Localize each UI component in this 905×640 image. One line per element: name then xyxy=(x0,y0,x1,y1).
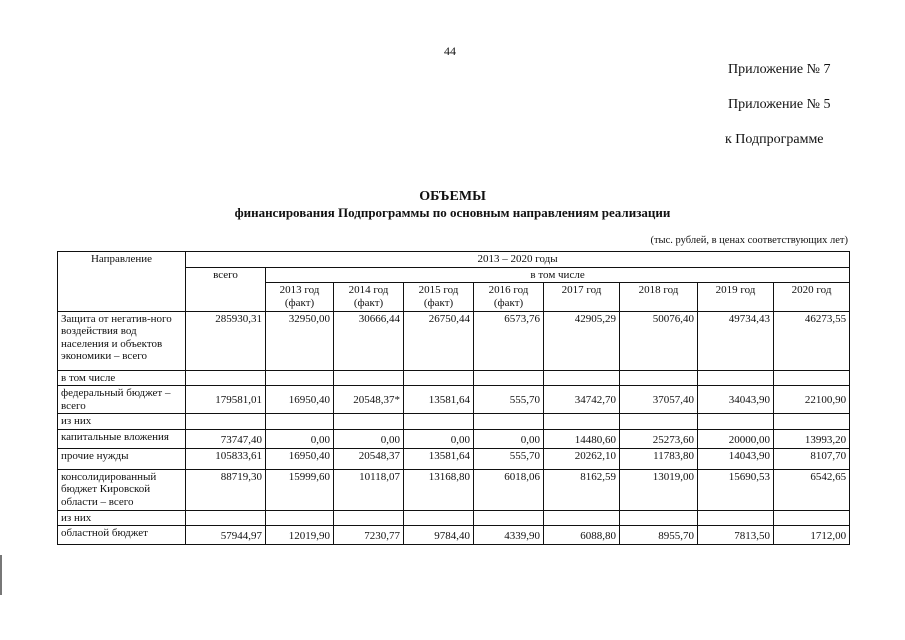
table-row xyxy=(58,526,850,545)
row-label: в том числе xyxy=(58,370,186,386)
cell-value: 0,00 xyxy=(266,430,334,449)
cell-value: 0,00 xyxy=(334,430,404,449)
header-year: 2013 год (факт) xyxy=(266,283,334,311)
scan-edge-mark xyxy=(0,555,2,595)
cell-value: 555,70 xyxy=(474,386,544,414)
cell-value: 16950,40 xyxy=(266,448,334,469)
header-year: 2015 год (факт) xyxy=(404,283,474,311)
header-including: в том числе xyxy=(266,267,850,283)
header-year: 2016 год (факт) xyxy=(474,283,544,311)
table-row xyxy=(58,510,850,526)
cell-value: 14043,90 xyxy=(698,448,774,469)
cell-value: 22100,90 xyxy=(774,386,850,414)
cell-value: 15999,60 xyxy=(266,469,334,510)
header-year: 2014 год (факт) xyxy=(334,283,404,311)
header-year: 2018 год xyxy=(620,283,698,311)
header-period: 2013 – 2020 годы xyxy=(186,252,850,268)
table-row xyxy=(58,469,850,510)
row-label: Защита от негатив-ного воздействия вод населения и объектов экономики – всего xyxy=(58,311,186,370)
cell-value: 20548,37* xyxy=(334,386,404,414)
cell-value: 555,70 xyxy=(474,448,544,469)
cell-value: 8162,59 xyxy=(544,469,620,510)
row-label: капитальные вложения xyxy=(58,430,186,449)
cell-value: 49734,43 xyxy=(698,311,774,370)
header-direction: Направление xyxy=(58,252,186,312)
header-total: всего xyxy=(186,267,266,311)
table-row xyxy=(58,414,850,430)
cell-value: 13581,64 xyxy=(404,448,474,469)
header-year: 2020 год xyxy=(774,283,850,311)
cell-value: 0,00 xyxy=(404,430,474,449)
table-row xyxy=(58,370,850,386)
cell-value: 42905,29 xyxy=(544,311,620,370)
cell-value: 285930,31 xyxy=(186,311,266,370)
table-row xyxy=(58,448,850,469)
appendix-7-label: Приложение № 7 xyxy=(728,62,831,77)
appendix-5-label: Приложение № 5 xyxy=(728,97,831,112)
cell-value: 12019,90 xyxy=(266,526,334,545)
row-label: федеральный бюджет – всего xyxy=(58,386,186,414)
cell-value: 34043,90 xyxy=(698,386,774,414)
cell-value: 179581,01 xyxy=(186,386,266,414)
cell-value: 0,00 xyxy=(474,430,544,449)
cell-value: 6542,65 xyxy=(774,469,850,510)
cell-value: 7230,77 xyxy=(334,526,404,545)
cell-value: 4339,90 xyxy=(474,526,544,545)
header-year: 2017 год xyxy=(544,283,620,311)
cell-value: 73747,40 xyxy=(186,430,266,449)
header-year: 2019 год xyxy=(698,283,774,311)
cell-value: 15690,53 xyxy=(698,469,774,510)
document-title: ОБЪЕМЫ xyxy=(419,189,486,204)
cell-value: 13993,20 xyxy=(774,430,850,449)
cell-value: 20548,37 xyxy=(334,448,404,469)
subprogram-reference: к Подпрограмме xyxy=(725,132,824,147)
cell-value: 46273,55 xyxy=(774,311,850,370)
financing-table xyxy=(57,251,850,545)
cell-value: 7813,50 xyxy=(698,526,774,545)
cell-value: 13168,80 xyxy=(404,469,474,510)
units-note: (тыс. рублей, в ценах соответствующих лет) xyxy=(650,235,848,246)
cell-value: 6573,76 xyxy=(474,311,544,370)
row-label: из них xyxy=(58,510,186,526)
cell-value: 30666,44 xyxy=(334,311,404,370)
cell-value: 88719,30 xyxy=(186,469,266,510)
document-subtitle: финансирования Подпрограммы по основным направлениям реализации xyxy=(234,205,671,220)
cell-value: 11783,80 xyxy=(620,448,698,469)
cell-value: 10118,07 xyxy=(334,469,404,510)
table-row xyxy=(58,311,850,370)
cell-value: 1712,00 xyxy=(774,526,850,545)
row-label: из них xyxy=(58,414,186,430)
cell-value: 14480,60 xyxy=(544,430,620,449)
table-row xyxy=(58,386,850,414)
cell-value: 8107,70 xyxy=(774,448,850,469)
cell-value: 20000,00 xyxy=(698,430,774,449)
cell-value: 6018,06 xyxy=(474,469,544,510)
cell-value: 37057,40 xyxy=(620,386,698,414)
cell-value: 6088,80 xyxy=(544,526,620,545)
cell-value: 50076,40 xyxy=(620,311,698,370)
cell-value: 13581,64 xyxy=(404,386,474,414)
cell-value: 26750,44 xyxy=(404,311,474,370)
cell-value: 34742,70 xyxy=(544,386,620,414)
cell-value: 25273,60 xyxy=(620,430,698,449)
cell-value: 20262,10 xyxy=(544,448,620,469)
cell-value: 9784,40 xyxy=(404,526,474,545)
cell-value: 105833,61 xyxy=(186,448,266,469)
cell-value: 13019,00 xyxy=(620,469,698,510)
cell-value: 8955,70 xyxy=(620,526,698,545)
cell-value: 32950,00 xyxy=(266,311,334,370)
row-label: областной бюджет xyxy=(58,526,186,545)
row-label: консолидированный бюджет Кировской области – всего xyxy=(58,469,186,510)
table-row xyxy=(58,430,850,449)
row-label: прочие нужды xyxy=(58,448,186,469)
page-number: 44 xyxy=(444,44,456,58)
cell-value: 16950,40 xyxy=(266,386,334,414)
cell-value: 57944,97 xyxy=(186,526,266,545)
